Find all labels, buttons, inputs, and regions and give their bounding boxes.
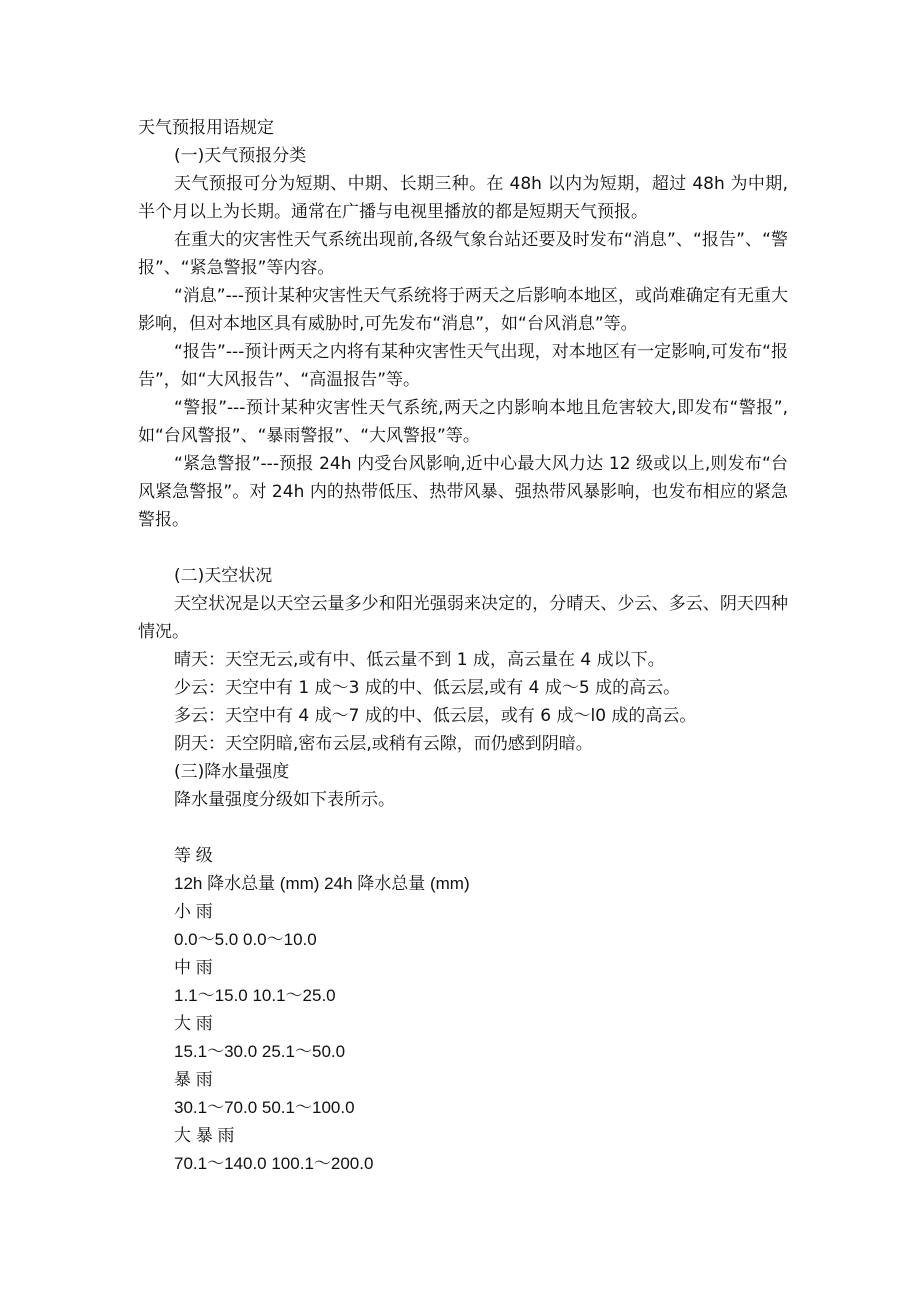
table-row-grade: 中 雨 [174,958,213,977]
table-row-values: 1.1～15.0 10.1～25.0 [174,986,336,1005]
section-spacer [138,534,788,562]
document-content [138,114,788,1178]
precipitation-table [138,842,788,1178]
sky-item-overcast: 阴天：天空阴暗,密布云层,或稍有云隙，而仍感到阴暗。 [174,734,593,754]
document-title: 天气预报用语规定 [138,118,274,138]
paragraph-report: “报告”---预计两天之内将有某种灾害性天气出现，对本地区有一定影响,可发布“报告”，如“大风报告”、“高温报告”等。 [138,342,788,390]
table-row-grade: 大 雨 [174,1014,213,1033]
table-row-values: 0.0～5.0 0.0～10.0 [174,930,317,949]
paragraph-warning: “警报”---预计某种灾害性天气系统,两天之内影响本地且危害较大,即发布“警报”,如“台风警报”、“暴雨警报”、“大风警报”等。 [138,398,788,446]
table-row-grade: 暴 雨 [174,1070,213,1089]
sky-item-few-clouds: 少云：天空中有 1 成～3 成的中、低云层,或有 4 成～5 成的高云。 [174,678,681,698]
table-spacer [138,814,788,842]
table-grade-header: 等 级 [174,846,213,865]
paragraph-warning-release: 在重大的灾害性天气系统出现前,各级气象台站还要及时发布“消息”、“报告”、“警报”、“紧急警报”等内容。 [138,230,788,278]
paragraph-emergency-warning: “紧急警报”---预报 24h 内受台风影响,近中心最大风力达 12 级或以上,则发布“台风紧急警报”。对 24h 内的热带低压、热带风暴、强热带风暴影响，也发布相应的紧急警报。 [138,454,788,530]
paragraph-forecast-types: 天气预报可分为短期、中期、长期三种。在 48h 以内为短期，超过 48h 为中期,半个月以上为长期。通常在广播与电视里播放的都是短期天气预报。 [138,174,788,222]
paragraph-message: “消息”---预计某种灾害性天气系统将于两天之后影响本地区，或尚难确定有无重大影响，但对本地区具有威胁时,可先发布“消息”，如“台风消息”等。 [138,286,789,334]
paragraph-precipitation-intro: 降水量强度分级如下表所示。 [174,790,395,810]
section-heading-3: (三)降水量强度 [174,762,290,782]
table-row-values: 30.1～70.0 50.1～100.0 [174,1098,355,1117]
section-heading-1: (一)天气预报分类 [174,146,307,166]
sky-item-cloudy: 多云：天空中有 4 成～7 成的中、低云层，或有 6 成～l0 成的高云。 [174,706,697,726]
table-row-grade: 小 雨 [174,902,213,921]
table-row-grade: 大 暴 雨 [174,1126,235,1145]
sky-item-clear: 晴天：天空无云,或有中、低云量不到 1 成，高云量在 4 成以下。 [174,650,665,670]
section-heading-2: (二)天空状况 [174,566,273,586]
paragraph-sky-intro: 天空状况是以天空云量多少和阳光强弱来决定的，分晴天、少云、多云、阴天四种情况。 [138,594,788,642]
table-columns-header: 12h 降水总量 (mm) 24h 降水总量 (mm) [174,874,470,893]
table-row-values: 15.1～30.0 25.1～50.0 [174,1042,346,1061]
table-row-values: 70.1～140.0 100.1～200.0 [174,1154,374,1173]
